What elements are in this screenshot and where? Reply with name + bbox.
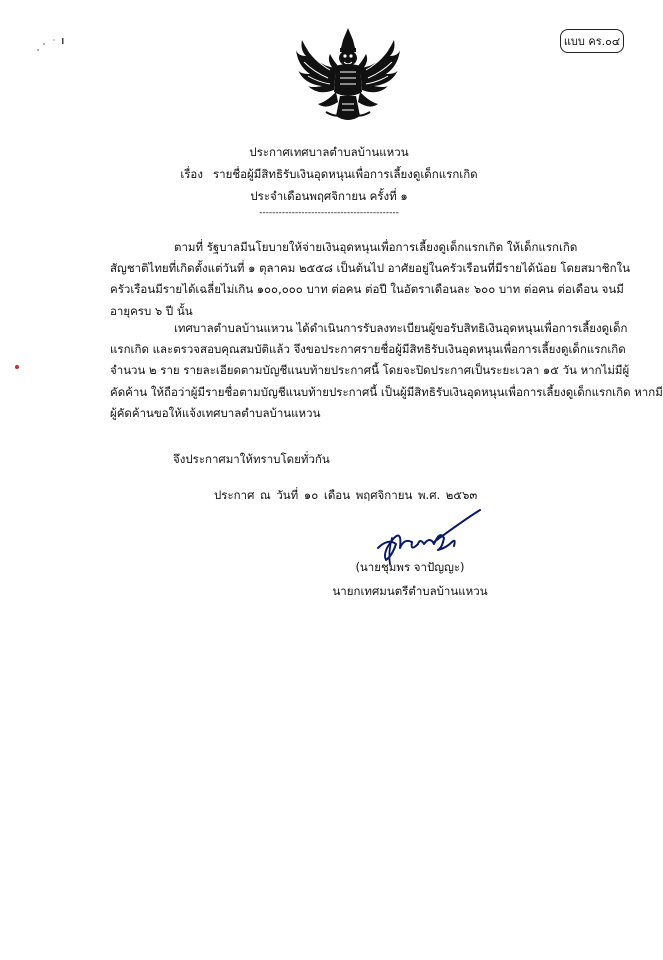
paragraph-line: เทศบาลตำบลบ้านแหวน ได้ดำเนินการรับลงทะเบียนผู้ขอรับสิทธิเงินอุดหนุนเพื่อการเลี้ยงดูเด็ก [174, 321, 628, 335]
announcement-date: ประกาศ ณ วันที่ ๑๐ เดือน พฤศจิกายน พ.ศ. ๒๕๖๓ [214, 488, 478, 502]
paragraph-registration [110, 318, 663, 424]
announcement-period: ประจำเดือนพฤศจิกายน ครั้งที่ ๑ [250, 189, 408, 203]
signatory-position: นายกเทศมนตรีตำบลบ้านแหวน [332, 584, 488, 598]
form-code-badge: แบบ คร.๐๔ [560, 29, 624, 53]
paragraph-line: จำนวน ๒ ราย รายละเอียดตามบัญชีแนบท้ายประกาศนี้ โดยจะปิดประกาศเป็นระยะเวลา ๑๕ วัน หากไม่มีผู้ [110, 363, 630, 378]
signatory-name: (นายชุมพร จาปัญญะ) [355, 560, 465, 574]
garuda-emblem-icon [296, 26, 400, 126]
paragraph-line: ตามที่ รัฐบาลมีนโยบายให้จ่ายเงินอุดหนุนเพื่อการเลี้ยงดูเด็กแรกเกิด ให้เด็กแรกเกิด [174, 240, 578, 254]
announcement-title: ประกาศเทศบาลตำบลบ้านแหวน [249, 145, 409, 159]
paragraph-line: สัญชาติไทยที่เกิดตั้งแต่วันที่ ๑ ตุลาคม ๒๕๕๘ เป็นต้นไป อาศัยอยู่ในครัวเรือนที่มีรายได้น้อย โดยสมาชิกใน [110, 261, 631, 276]
announcement-subject [0, 166, 658, 182]
paragraph-line: แรกเกิด และตรวจสอบคุณสมบัติแล้ว จึงขอประกาศรายชื่อผู้มีสิทธิรับเงินอุดหนุนเพื่อการเลี้ยงดูเด็กแรกเกิด [110, 342, 626, 357]
paragraph-line: อายุครบ ๖ ปี นั้น [110, 303, 193, 318]
paragraph-line: ผู้คัดค้านขอให้แจ้งเทศบาลตำบลบ้านแหวน [110, 405, 321, 420]
subject-label: เรื่อง [180, 167, 203, 181]
header-separator: ------------------------------------------- [259, 208, 399, 218]
closing-statement: จึงประกาศมาให้ทราบโดยทั่วกัน [173, 452, 330, 466]
paragraph-line: คัดค้าน ให้ถือว่าผู้มีรายชื่อตามบัญชีแนบท้ายประกาศนี้ เป็นผู้มีสิทธิรับเงินอุดหนุนเพื่อการเลี้ยงดูเด็กแรกเกิด หากมี [110, 384, 663, 399]
subject-text: รายชื่อผู้มีสิทธิรับเงินอุดหนุนเพื่อการเลี้ยงดูเด็กแรกเกิด [212, 167, 478, 181]
handwritten-signature [374, 508, 484, 566]
scan-mark [15, 365, 19, 369]
paragraph-policy [110, 237, 631, 322]
paragraph-line: ครัวเรือนมีรายได้เฉลี่ยไม่เกิน ๑๐๐,๐๐๐ บาท ต่อคน ต่อปี ในอัตราเดือนละ ๖๐๐ บาท ต่อคน ต่อเดือน จนมี [110, 282, 624, 297]
scan-specks [32, 36, 72, 56]
